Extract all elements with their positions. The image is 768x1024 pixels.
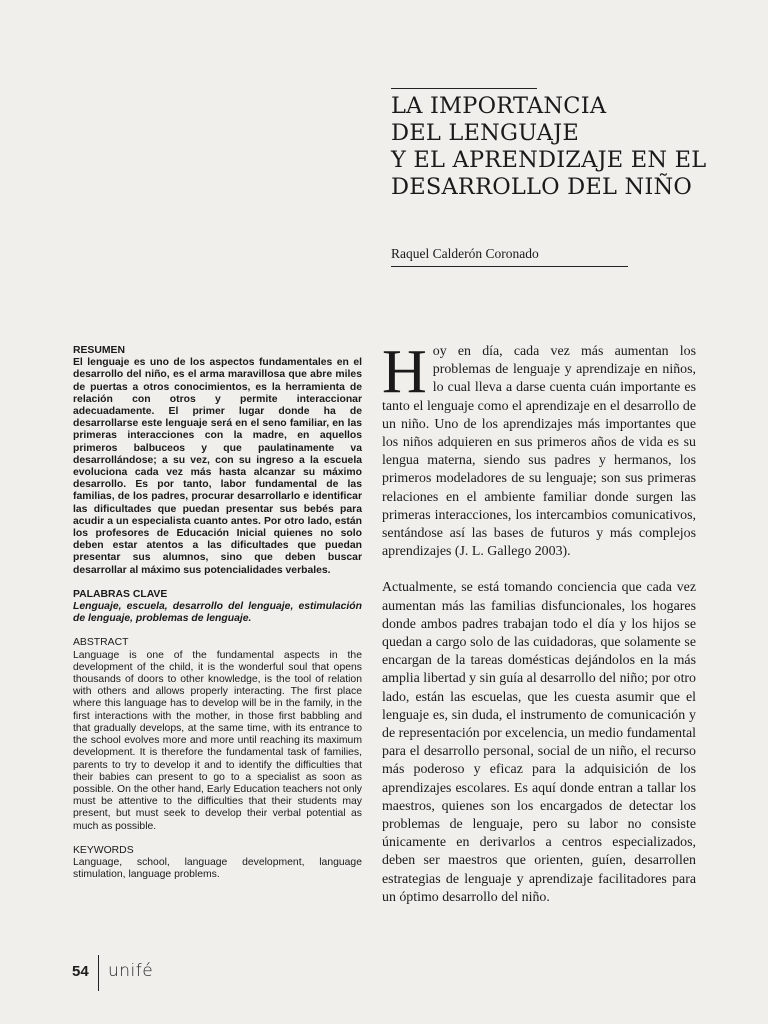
resumen-text: El lenguaje es uno de los aspectos fundamentales en el desarrollo del niño, es el arma maravillosa que abre miles de puertas a otros conocimientos, es la herramienta de relación con otros y permite interaccionar adecuadamente. El primer lugar donde ha de desarrollarse este lenguaje será en el seno familiar, en las primeras interacciones con la madre, en aquellos primeros balbuceos y que paulatinamente va desarrollándose; a su vez, con su ingreso a la escuela evoluciona cada vez más hasta alcanzar su máximo desarrollo. Es por tanto, labor fundamental de las familias, de los padres, procurar desarrollarlo e identificar las dificultades que puedan presentar sus bebés para acudir a un especialista cuanto antes. Por otro lado, están los profesores de Educación Inicial quienes no solo deben estar atentos a las dificultades que puedan presentar sus alumnos, sino que deben buscar desarrollar al máximo sus potencialidades verbales. <box>73 357 362 576</box>
title-line-1: LA IMPORTANCIA <box>391 93 607 119</box>
palabras-clave-label: PALABRAS CLAVE <box>73 588 168 600</box>
title-line-4: DESARROLLO DEL NIÑO <box>391 174 693 200</box>
unife-logo: unifé <box>108 961 154 981</box>
abstract-text: Language is one of the fundamental aspects in the development of the child, it is the wonderful soul that opens thousands of doors to other knowledge, is the tool of relation with others and allows properly interacting. The first place where this language has to develop will be in the family, in the first interactions with the mother, in those first babbling and that gradually develops, at the same time, with its entrance to the school evolves more and more until reaching its maximum development. It is therefore the fundamental task of families, parents to try to develop it and to identify the difficulties that their babies can present to go to a specialist as soon as possible. On the other hand, Early Education teachers not only must be attentive to the difficulties that their students may present, but must seek to develop their verbal potential as much as possible. <box>73 649 362 832</box>
body-paragraph-1 <box>382 338 696 561</box>
keywords-label: KEYWORDS <box>73 844 134 856</box>
title-line-2: DEL LENGUAJE <box>391 120 579 146</box>
body-column <box>382 338 697 907</box>
page-number: 54 <box>72 963 89 980</box>
footer-rule <box>98 955 99 991</box>
abstract-label: ABSTRACT <box>73 637 129 649</box>
resumen-label: RESUMEN <box>73 345 125 356</box>
keywords-text: Language, school, language development, language stimulation, language problems. <box>73 856 362 881</box>
title-line-3: Y EL APRENDIZAJE EN EL <box>391 147 707 173</box>
palabras-clave-text: Lenguaje, escuela, desarrollo del lenguaje, estimulación de lenguaje, problemas de lenguaje. <box>73 601 362 625</box>
title-rule <box>391 88 537 89</box>
abstract-column <box>73 345 362 881</box>
body-paragraph-2: Actualmente, se está tomando conciencia que cada vez aumentan más las familias disfuncionales, los hogares donde ambos padres trabajan todo el día y los hijos se quedan a cargo solo de las cuidadoras, que solamente se encargan de la tareas domésticas dejándolos en la más amplia libertad y sin guía al desarrollo del niño; por otro lado, están las escuelas, que les cuesta asumir que el lenguaje es, sin duda, el instrumento de comunicación y de representación por excelencia, un medio fundamental para el desarrollo personal, social de un niño, el recurso más poderoso y eficaz para la adquisición de los aprendizajes escolares. Es aquí donde entran a tallar los maestros, quienes son los encargados de detectar los problemas de lenguaje, pero su labor no consiste únicamente en derivarlos a centros especializados, deben ser maestros que orienten, guíen, desarrollen estrategias de lenguaje y aprendizaje facilitadores para un óptimo desarrollo del niño. <box>382 580 697 905</box>
author-name: Raquel Calderón Coronado <box>391 246 539 261</box>
article-title <box>391 93 751 201</box>
author-rule <box>391 266 628 267</box>
drop-cap: H <box>382 338 427 406</box>
body-paragraph-1-text: oy en día, cada vez más aumentan los problemas de lenguaje y aprendizaje en niños, lo cual lleva a darse cuenta cuán importante es tanto el lenguaje como el aprendizaje en el desarrollo de un niño. Uno de los aprendizajes más importantes que los niños adquieren en sus primeros años de vida es su lengua materna, siendo sus padres y hermanos, los primeros modeladores de su lenguaje; son sus primeras relaciones en el ambiente familiar donde surgen las primeras interacciones, los intercambios comunicativos, sentándose así las bases de futuros y más complejos aprendizajes (J. L. Gallego 2003). <box>382 344 696 560</box>
